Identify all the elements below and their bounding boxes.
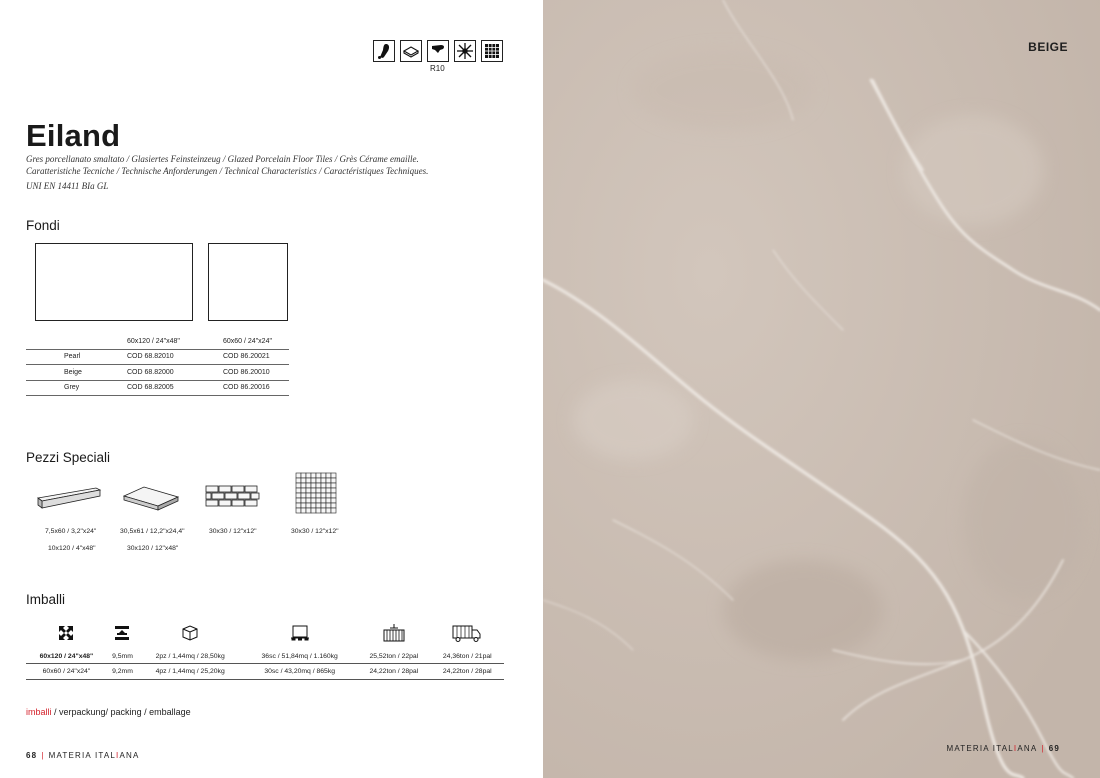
tile-60x120-outline — [35, 243, 193, 321]
mosaic-cell — [296, 473, 301, 478]
mosaic-cell — [331, 478, 336, 483]
footer-separator: | — [1041, 744, 1045, 753]
mosaic-cell — [306, 498, 311, 503]
mosaic-cell — [331, 488, 336, 493]
mosaic-cell — [316, 478, 321, 483]
mosaic-cell — [296, 483, 301, 488]
thickness-cell: 9,2mm — [107, 663, 138, 679]
fondi-code-table — [26, 335, 289, 396]
description-line-2: Caratteristiche Tecniche / Technische Anforderungen / Technical Characteristics / Caractéristiques Techniques. — [26, 165, 429, 176]
right-page — [543, 0, 1100, 778]
product-norm: UNI EN 14411 BIa GL — [26, 181, 109, 191]
page-number: 69 — [1048, 744, 1060, 753]
color-cell: Pearl — [26, 349, 127, 365]
packing-footnote — [26, 707, 191, 717]
mosaic-cell — [301, 473, 306, 478]
color-label: BEIGE — [1028, 40, 1068, 54]
mosaic-cell — [321, 498, 326, 503]
footnote-highlight: imballi — [26, 707, 52, 717]
mosaic-cell — [311, 488, 316, 493]
mosaic-cell — [296, 478, 301, 483]
mosaic-cell — [321, 473, 326, 478]
mosaic-cell — [296, 493, 301, 498]
skirting-size-label: 7,5x60 / 3,2"x24" — [45, 528, 97, 535]
mosaic-cell — [301, 483, 306, 488]
mosaic-cell — [331, 503, 336, 508]
slip-r10-icon — [427, 40, 449, 73]
pallet-cell: 36sc / 51,84mq / 1.160kg — [242, 648, 357, 663]
truck-cell: 24,22ton / 28pal — [431, 663, 504, 679]
left-page — [0, 0, 543, 778]
packing-icon-row — [26, 618, 504, 648]
pallet-icon — [242, 618, 357, 648]
frost-resistant-icon — [454, 40, 476, 62]
mosaic-cell — [326, 493, 331, 498]
mosaic-cell — [296, 503, 301, 508]
mosaic-cell — [301, 503, 306, 508]
table-row — [26, 380, 289, 396]
brand-name-a: MATERIA ITAL — [48, 751, 117, 760]
color-cell: Beige — [26, 365, 127, 381]
square-mosaic-icon — [295, 472, 337, 514]
mosaic-cell — [316, 508, 321, 513]
mosaic-cell — [326, 488, 331, 493]
mosaic-cell — [316, 503, 321, 508]
table-row — [26, 648, 504, 663]
brick-mosaic-size-label: 30x30 / 12"x12" — [209, 528, 257, 535]
box-icon — [138, 618, 242, 648]
brand-name-c: ANA — [1017, 744, 1038, 753]
mosaic-cell — [321, 508, 326, 513]
mosaic-cell — [306, 478, 311, 483]
box-cell: 2pz / 1,44mq / 28,50kg — [138, 648, 242, 663]
foot-icon — [373, 40, 395, 62]
mosaic-cell — [311, 483, 316, 488]
mosaic-cell — [306, 508, 311, 513]
container-cell: 25,52ton / 22pal — [357, 648, 430, 663]
truck-icon — [431, 618, 504, 648]
code-cell: COD 86.20021 — [223, 349, 289, 365]
mosaic-cell — [331, 483, 336, 488]
mosaic-cell — [311, 503, 316, 508]
mosaic-cell — [326, 508, 331, 513]
mosaic-cell — [326, 483, 331, 488]
mosaic-cell — [326, 498, 331, 503]
mosaic-cell — [311, 498, 316, 503]
table-header-cell: 60x60 / 24"x24" — [223, 337, 272, 345]
grid-tile-icon — [481, 40, 503, 62]
mosaic-cell — [306, 493, 311, 498]
mosaic-cell — [296, 508, 301, 513]
code-cell: COD 86.20010 — [223, 365, 289, 381]
skirting-size-label-2: 10x120 / 4"x48" — [48, 545, 96, 552]
footnote-text: / verpackung/ packing / emballage — [51, 707, 191, 717]
page-number: 68 — [26, 751, 38, 760]
container-cell: 24,22ton / 28pal — [357, 663, 430, 679]
step-size-label: 30,5x61 / 12,2"x24,4" — [120, 528, 185, 535]
mosaic-cell — [321, 478, 326, 483]
step-size-label-2: 30x120 / 12"x48" — [127, 545, 179, 552]
code-cell: COD 86.20016 — [223, 380, 289, 396]
mosaic-cell — [331, 493, 336, 498]
thickness-icon — [107, 618, 138, 648]
mosaic-cell — [316, 488, 321, 493]
footer-separator: | — [41, 751, 45, 760]
code-cell: COD 68.82010 — [127, 349, 223, 365]
mosaic-cell — [316, 493, 321, 498]
table-header-cell: 60x120 / 24"x48" — [127, 337, 180, 345]
table-row — [26, 349, 289, 365]
mosaic-cell — [316, 473, 321, 478]
mosaic-cell — [301, 508, 306, 513]
tile-surface-icon — [400, 40, 422, 62]
mosaic-cell — [326, 478, 331, 483]
mosaic-cell — [311, 478, 316, 483]
fondi-title: Fondi — [26, 218, 60, 233]
mosaic-cell — [306, 488, 311, 493]
mosaic-cell — [296, 488, 301, 493]
code-cell: COD 68.82000 — [127, 365, 223, 381]
mosaic-cell — [301, 488, 306, 493]
box-cell: 4pz / 1,44mq / 25,20kg — [138, 663, 242, 679]
mosaic-cell — [326, 503, 331, 508]
table-header-row — [26, 335, 289, 349]
pezzi-speciali-title: Pezzi Speciali — [26, 450, 111, 465]
step-icon — [122, 484, 180, 514]
product-description — [26, 154, 506, 177]
mosaic-cell — [311, 493, 316, 498]
thickness-cell: 9,5mm — [107, 648, 138, 663]
mosaic-cell — [321, 493, 326, 498]
footer-left — [26, 751, 140, 760]
mosaic-cell — [311, 508, 316, 513]
format-cell: 60x120 / 24"x48" — [26, 648, 107, 663]
brand-name-a: MATERIA ITAL — [946, 744, 1014, 753]
mosaic-cell — [306, 473, 311, 478]
footer-right — [946, 744, 1060, 753]
brand-name-b: I — [1013, 744, 1018, 753]
mosaic-cell — [296, 498, 301, 503]
square-mosaic-size-label: 30x30 / 12"x12" — [291, 528, 339, 535]
format-cell: 60x60 / 24"x24" — [26, 663, 107, 679]
pallet-cell: 30sc / 43,20mq / 865kg — [242, 663, 357, 679]
r10-label: R10 — [430, 64, 445, 73]
truck-cell: 24,36ton / 21pal — [431, 648, 504, 663]
brick-mosaic-icon — [205, 485, 261, 509]
mosaic-cell — [331, 473, 336, 478]
mosaic-cell — [321, 503, 326, 508]
code-cell: COD 68.82005 — [127, 380, 223, 396]
mosaic-cell — [306, 503, 311, 508]
mosaic-cell — [331, 498, 336, 503]
skirting-icon — [36, 486, 102, 512]
brand-name-c: ANA — [119, 751, 140, 760]
mosaic-cell — [326, 473, 331, 478]
container-icon — [357, 618, 430, 648]
description-line-1: Gres porcellanato smaltato / Glasiertes Feinsteinzeug / Glazed Porcelain Floor Tiles / Grès Cérame emaille. — [26, 154, 419, 164]
imballi-title: Imballi — [26, 592, 66, 607]
packing-table — [26, 618, 504, 680]
mosaic-cell — [301, 498, 306, 503]
format-arrows-icon — [26, 618, 107, 648]
marble-texture-image — [543, 0, 1100, 778]
mosaic-cell — [311, 473, 316, 478]
table-header-cell — [26, 335, 127, 349]
tile-60x60-outline — [208, 243, 288, 321]
product-title: Eiland — [26, 118, 121, 153]
mosaic-cell — [321, 488, 326, 493]
mosaic-cell — [321, 483, 326, 488]
mosaic-cell — [301, 478, 306, 483]
color-cell: Grey — [26, 380, 127, 396]
feature-icons — [373, 40, 503, 73]
mosaic-cell — [306, 483, 311, 488]
mosaic-cell — [316, 498, 321, 503]
mosaic-cell — [301, 493, 306, 498]
table-row — [26, 365, 289, 381]
brand-name-b: I — [116, 751, 120, 760]
mosaic-cell — [316, 483, 321, 488]
mosaic-cell — [331, 508, 336, 513]
table-row — [26, 663, 504, 679]
